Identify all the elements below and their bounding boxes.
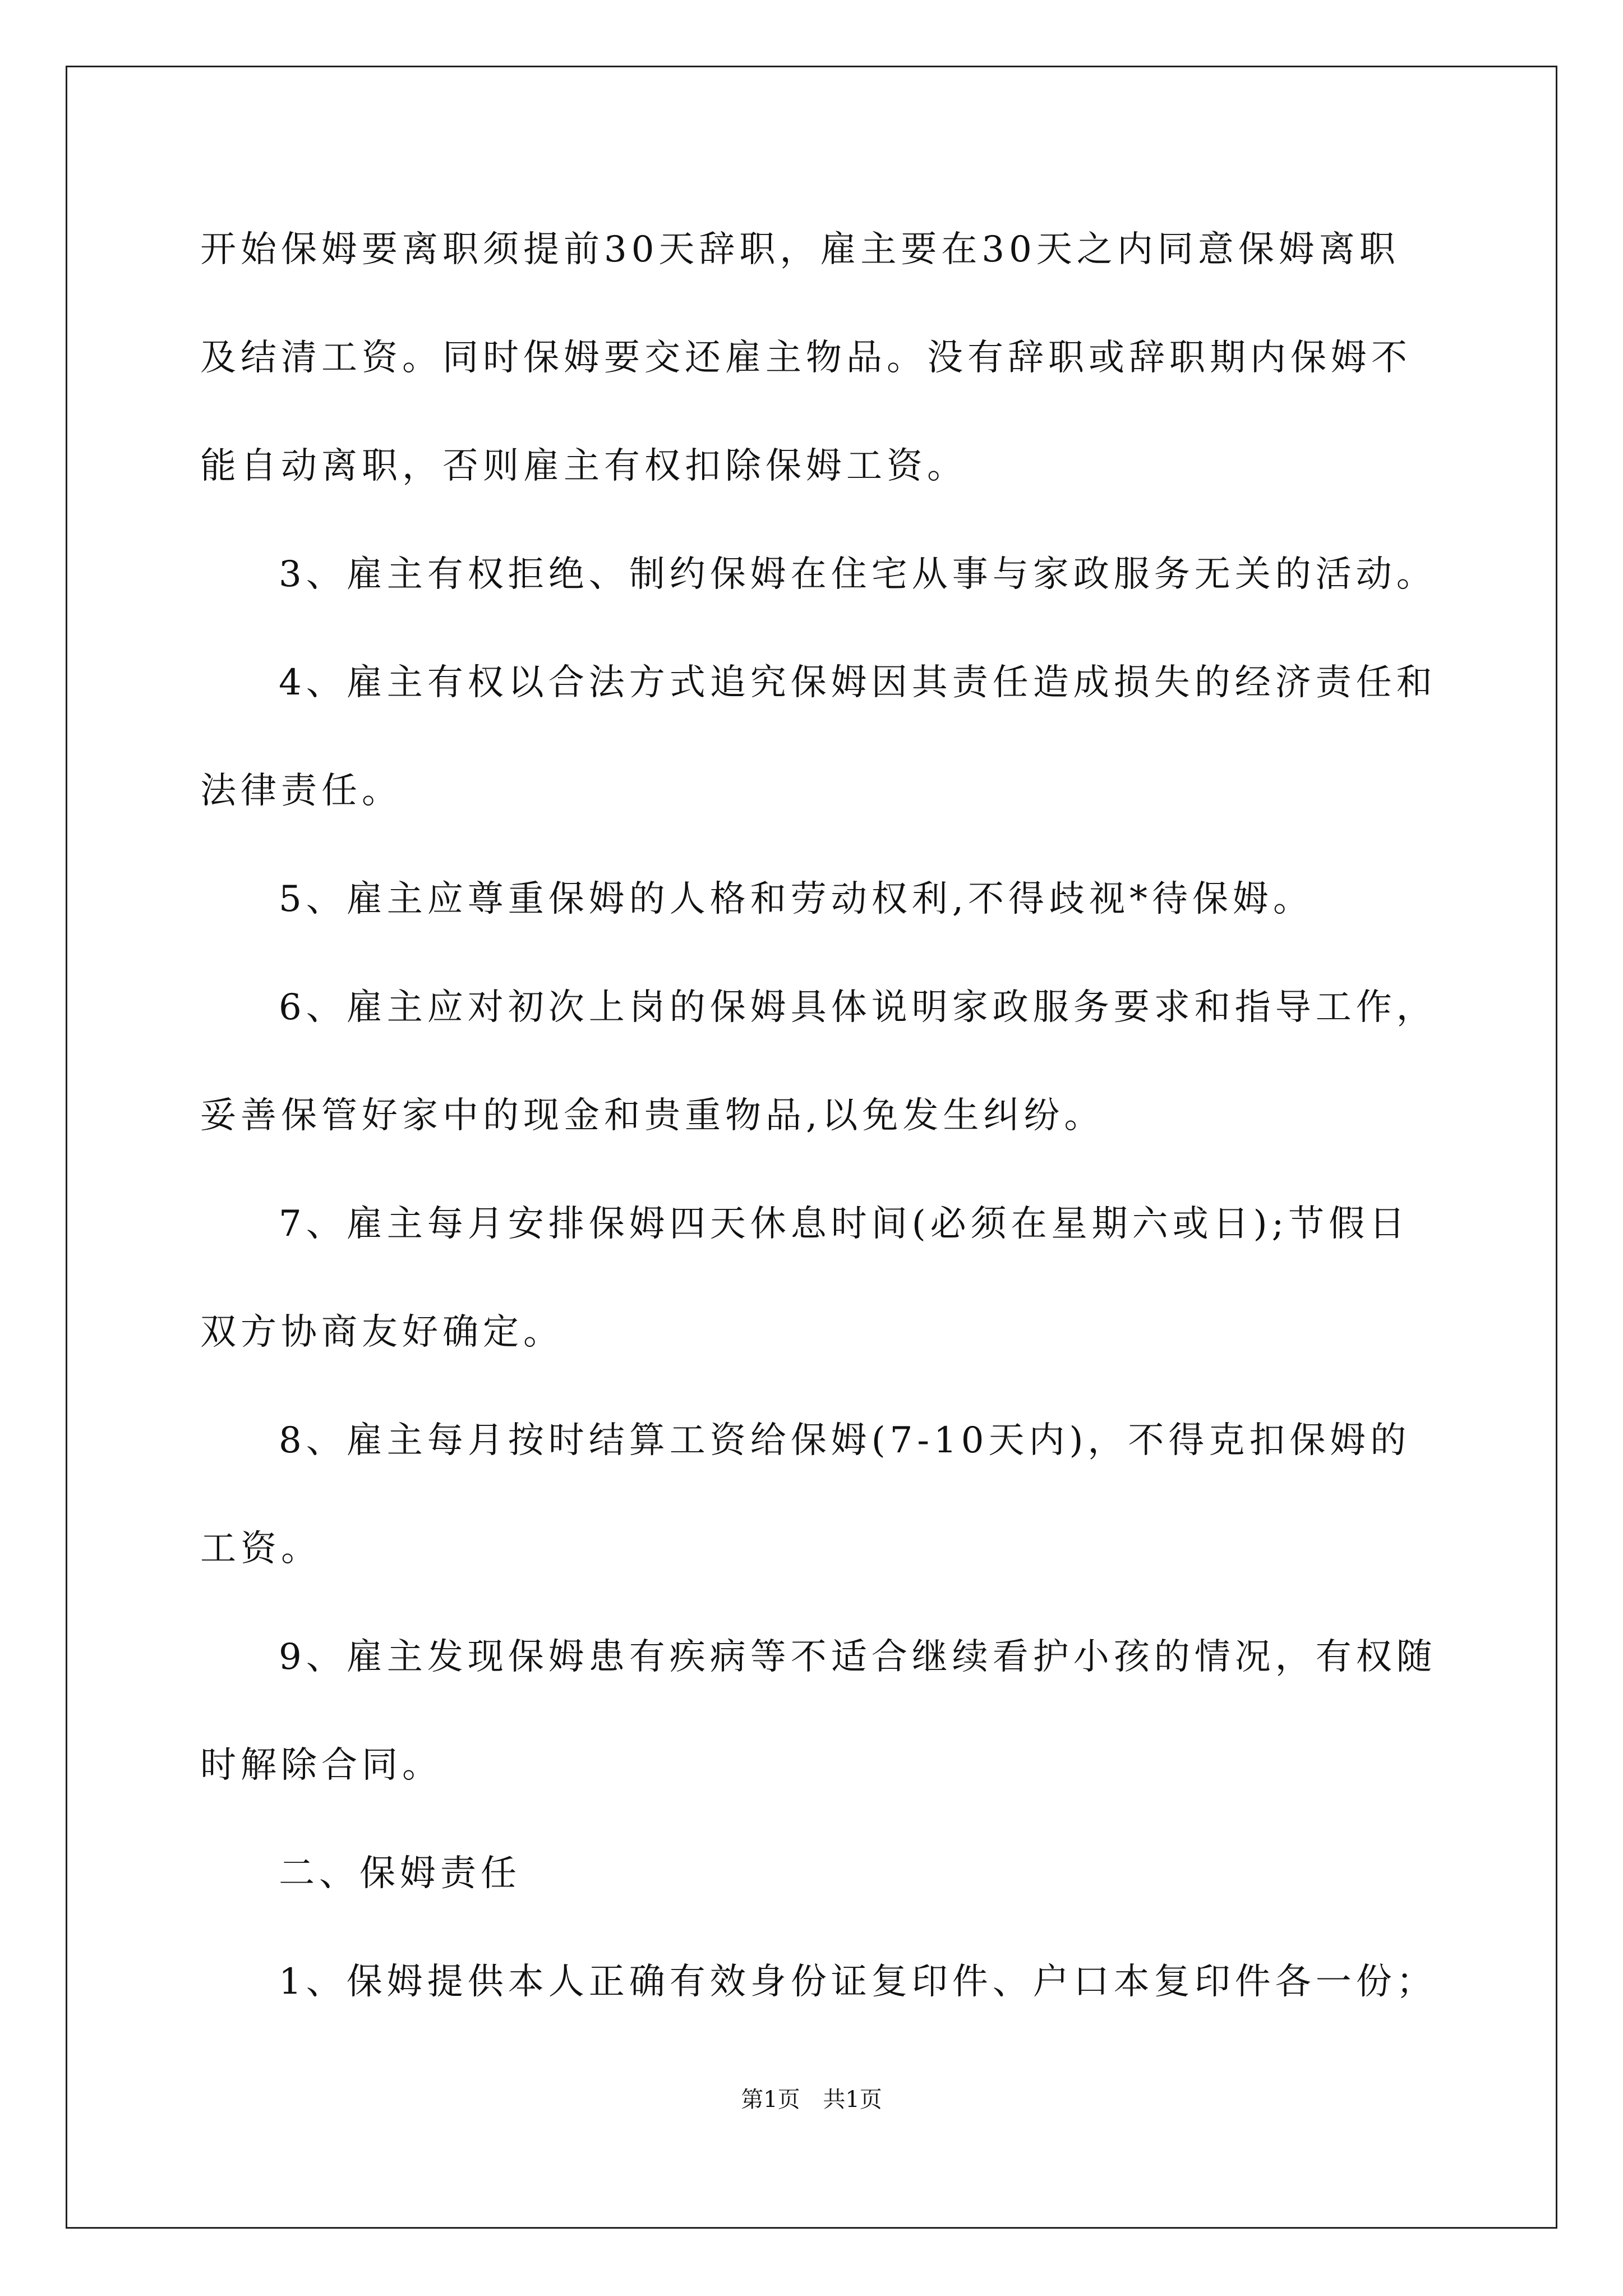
section-heading: 二、保姆责任 (279, 1853, 521, 1894)
list-item-9: 9、雇主发现保姆患有疾病等不适合继续看护小孩的情况，有权随 (279, 1636, 1437, 1678)
page-border (66, 66, 1557, 2229)
page-number: 第1页 (741, 2087, 800, 2113)
body-line: 能自动离职，否则雇主有权扣除保姆工资。 (200, 445, 967, 487)
body-line: 开始保姆要离职须提前30天辞职，雇主要在30天之内同意保姆离职 (200, 229, 1400, 270)
list-item-8: 8、雇主每月按时结算工资给保姆(7-10天内)，不得克扣保姆的 (279, 1420, 1411, 1461)
body-line: 时解除合同。 (200, 1745, 442, 1786)
list-item-3: 3、雇主有权拒绝、制约保姆在住宅从事与家政服务无关的活动。 (279, 554, 1437, 595)
list-item-1: 1、保姆提供本人正确有效身份证复印件、户口本复印件各一份； (279, 1961, 1437, 2003)
list-item-4: 4、雇主有权以合法方式追究保姆因其责任造成损失的经济责任和 (279, 662, 1437, 703)
body-line: 工资。 (200, 1528, 321, 1570)
page-total: 共1页 (823, 2087, 882, 2113)
list-item-5: 5、雇主应尊重保姆的人格和劳动权利,不得歧视*待保姆。 (279, 878, 1314, 920)
body-line: 妥善保管好家中的现金和贵重物品,以免发生纠纷。 (200, 1095, 1105, 1137)
body-line: 双方协商友好确定。 (200, 1312, 564, 1353)
list-item-7: 7、雇主每月安排保姆四天休息时间(必须在星期六或日);节假日 (279, 1203, 1410, 1245)
list-item-6: 6、雇主应对初次上岗的保姆具体说明家政服务要求和指导工作， (279, 987, 1437, 1028)
page-footer (0, 2086, 1623, 2114)
body-line: 法律责任。 (200, 770, 402, 812)
body-line: 及结清工资。同时保姆要交还雇主物品。没有辞职或辞职期内保姆不 (200, 337, 1412, 379)
